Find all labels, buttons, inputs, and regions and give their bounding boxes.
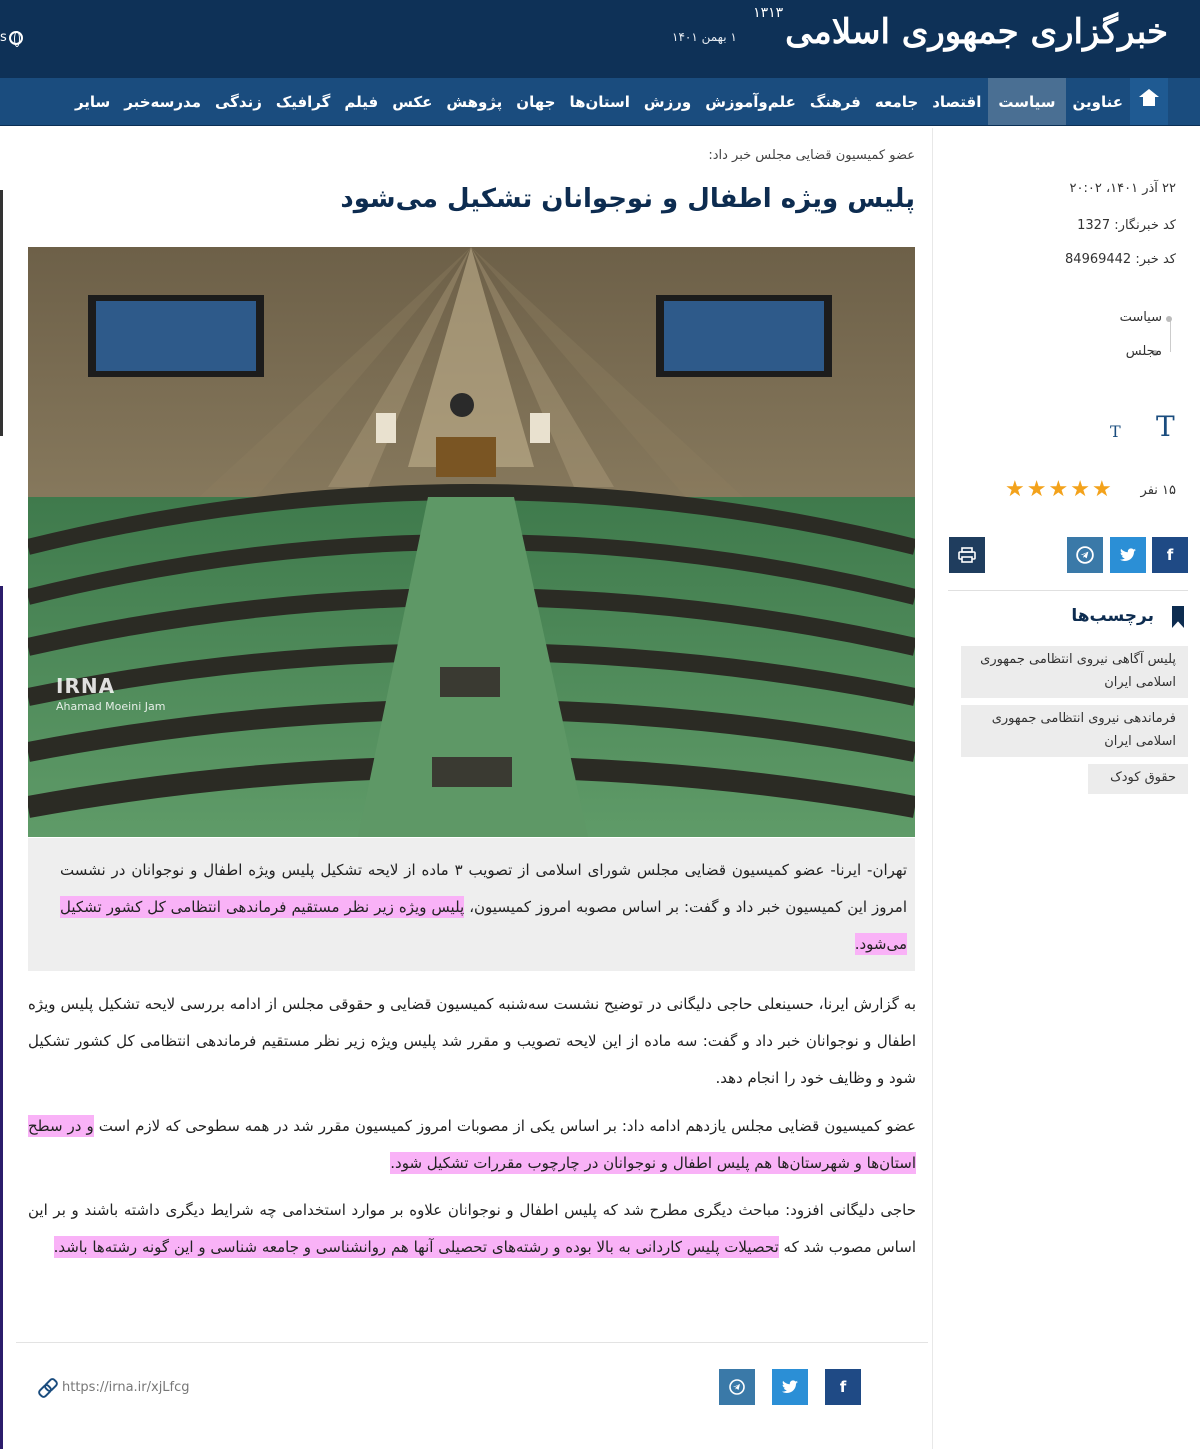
column-divider bbox=[932, 128, 933, 1449]
facebook-share-button[interactable] bbox=[825, 1369, 861, 1405]
nav-item[interactable]: فرهنگ bbox=[809, 92, 861, 111]
star-icon[interactable]: ★ bbox=[1091, 477, 1112, 502]
short-link-text[interactable]: https://irna.ir/xjLfcg bbox=[62, 1379, 190, 1395]
nav-item[interactable]: سیاست bbox=[988, 78, 1065, 125]
publish-date: ۲۲ آذر ۱۴۰۱، ۲۰:۰۲ bbox=[1069, 181, 1176, 196]
rating-stars[interactable] bbox=[1005, 478, 1112, 502]
nav-item[interactable]: استان‌ها bbox=[569, 92, 630, 111]
summary-highlight: پلیس ویژه زیر نظر مستقیم فرماندهی انتظامی کل کشور تشکیل می‌شود. bbox=[60, 898, 907, 953]
photo-watermark bbox=[56, 674, 165, 713]
star-icon[interactable]: ★ bbox=[1026, 477, 1047, 502]
short-link[interactable] bbox=[38, 1378, 190, 1396]
nav-item[interactable]: عکس bbox=[392, 92, 433, 111]
paragraph-text: حاجی دلیگانی افزود: مباحث دیگری مطرح شد که پلیس اطفال و نوجوانان علاوه بر موارد استخدامی چه شرایط دیگری داشته باشند و بر این اساس مصوب شد که bbox=[28, 1201, 916, 1256]
tag-link[interactable]: پلیس آگاهی نیروی انتظامی جمهوری اسلامی ایران bbox=[961, 646, 1188, 698]
article-paragraph: به گزارش ایرنا، حسینعلی حاجی دلیگانی در توضیح نشست سه‌شنبه کمیسیون قضایی و حقوقی مجلس از ادامه بررسی لایحه تشکیل پلیس ویژه اطفال و نوجوانان خبر داد و گفت: سه ماده از این لایحه تصویب و مقرر شد پلیس ویژه زیر نظر مستقیم فرماندهی انتظامی کل کشور تشکیل شود و وظایف خود را انجام دهد. bbox=[28, 995, 916, 1087]
article-paragraph bbox=[28, 1192, 916, 1266]
print-button[interactable] bbox=[949, 537, 985, 573]
nav-item[interactable]: سایر bbox=[74, 92, 111, 111]
print-icon bbox=[958, 547, 976, 563]
news-code: کد خبر: 84969442 bbox=[1065, 252, 1176, 267]
font-decrease-button[interactable]: T bbox=[1110, 422, 1121, 441]
globe-icon bbox=[9, 31, 23, 45]
nav-item[interactable]: اقتصاد bbox=[932, 92, 982, 111]
paragraph-highlight: و در سطح استان‌ها و شهرستان‌ها هم پلیس اطفال و نوجوانان در چارچوب مقررات تشکیل شود. bbox=[28, 1117, 916, 1172]
article-title: پلیس ویژه اطفال و نوجوانان تشکیل می‌شود bbox=[340, 184, 915, 214]
telegram-icon bbox=[729, 1379, 745, 1395]
nav-item[interactable]: مدرسه‌خبر bbox=[124, 92, 201, 111]
article-paragraph bbox=[28, 1108, 916, 1182]
tag-link[interactable]: حقوق کودک bbox=[1088, 764, 1188, 794]
nav-item[interactable]: عناوین bbox=[1072, 92, 1123, 111]
sidebar-twitter-button[interactable] bbox=[1110, 537, 1146, 573]
nav-home-button[interactable] bbox=[1130, 78, 1168, 125]
tags-heading: برچسب‌ها bbox=[1071, 606, 1154, 626]
category-link-politics[interactable]: سیاست bbox=[1119, 310, 1162, 325]
nav-item[interactable]: پژوهش bbox=[446, 92, 503, 111]
nav-item[interactable]: زندگی bbox=[215, 92, 262, 111]
facebook-icon: f bbox=[839, 1378, 847, 1396]
reporter-code: کد خبرنگار: 1327 bbox=[1077, 218, 1176, 233]
link-icon bbox=[38, 1378, 56, 1396]
nav-item[interactable]: جامعه bbox=[874, 92, 919, 111]
paragraph-highlight: تحصیلات پلیس کاردانی به بالا بوده و رشته‌های تحصیلی آنها هم روانشناسی و جامعه شناسی و این گونه رشته‌ها باشد. bbox=[53, 1238, 779, 1256]
star-icon[interactable]: ★ bbox=[1005, 477, 1025, 502]
telegram-share-button[interactable] bbox=[719, 1369, 755, 1405]
logo-year: ۱۳۱۳ bbox=[753, 4, 784, 21]
language-switch[interactable] bbox=[0, 30, 23, 45]
telegram-icon bbox=[1076, 546, 1094, 564]
bookmark-icon bbox=[1172, 606, 1184, 628]
header-date: ۱ بهمن ۱۴۰۱ bbox=[672, 30, 737, 44]
twitter-icon bbox=[782, 1380, 798, 1394]
paragraph-text: عضو کمیسیون قضایی مجلس یازدهم ادامه داد: بر اساس یکی از مصوبات امروز کمیسیون مقرر شد در همه سطوحی که لازم است bbox=[93, 1117, 916, 1135]
nav-item[interactable]: گرافیک bbox=[275, 92, 331, 111]
facebook-icon: f bbox=[1166, 546, 1174, 564]
article-summary bbox=[28, 838, 915, 971]
site-logo[interactable] bbox=[753, 4, 1168, 52]
category-tree-line bbox=[1170, 320, 1171, 352]
category-link-parliament[interactable]: مجلس bbox=[1125, 344, 1162, 359]
category-bullet bbox=[1166, 316, 1172, 322]
font-increase-button[interactable]: T bbox=[1156, 410, 1175, 443]
top-header bbox=[0, 0, 1200, 78]
twitter-share-button[interactable] bbox=[772, 1369, 808, 1405]
irna-watermark-logo: IRNA bbox=[56, 674, 116, 698]
main-nav bbox=[0, 78, 1200, 126]
left-edge-line bbox=[0, 190, 3, 436]
twitter-icon bbox=[1120, 548, 1136, 562]
sidebar-divider bbox=[948, 590, 1188, 591]
sidebar-facebook-button[interactable] bbox=[1152, 537, 1188, 573]
tag-link[interactable]: فرماندهی نیروی انتظامی جمهوری اسلامی ایران bbox=[961, 705, 1188, 757]
star-icon[interactable]: ★ bbox=[1048, 477, 1069, 502]
article-lead-title: عضو کمیسیون قضایی مجلس خبر داد: bbox=[708, 148, 915, 163]
nav-item[interactable]: فیلم bbox=[344, 92, 379, 111]
article-photo bbox=[28, 247, 915, 837]
rating-count: ۱۵ نفر bbox=[1140, 483, 1176, 498]
logo-text: خبرگزاری جمهوری اسلامی bbox=[785, 12, 1168, 52]
language-label: s bbox=[0, 30, 7, 45]
left-edge-line bbox=[0, 586, 3, 1449]
star-icon[interactable]: ★ bbox=[1070, 477, 1090, 502]
nav-item[interactable]: علم‌وآموزش bbox=[705, 92, 796, 111]
home-icon bbox=[1141, 95, 1157, 109]
nav-item[interactable]: ورزش bbox=[643, 92, 692, 111]
summary-text: تهران- ایرنا- عضو کمیسیون قضایی مجلس شورای اسلامی از تصویب ۳ ماده از لایحه تشکیل پلیس ویژه اطفال و نوجوانان در نشست امروز این کمیسیون خبر داد و گفت: بر اساس مصوبه امروز کمیسیون، bbox=[60, 861, 907, 916]
article-footer-divider bbox=[16, 1342, 928, 1343]
photo-credit: Ahamad Moeini Jam bbox=[56, 700, 166, 713]
nav-item[interactable]: جهان bbox=[516, 92, 556, 111]
sidebar-telegram-button[interactable] bbox=[1067, 537, 1103, 573]
